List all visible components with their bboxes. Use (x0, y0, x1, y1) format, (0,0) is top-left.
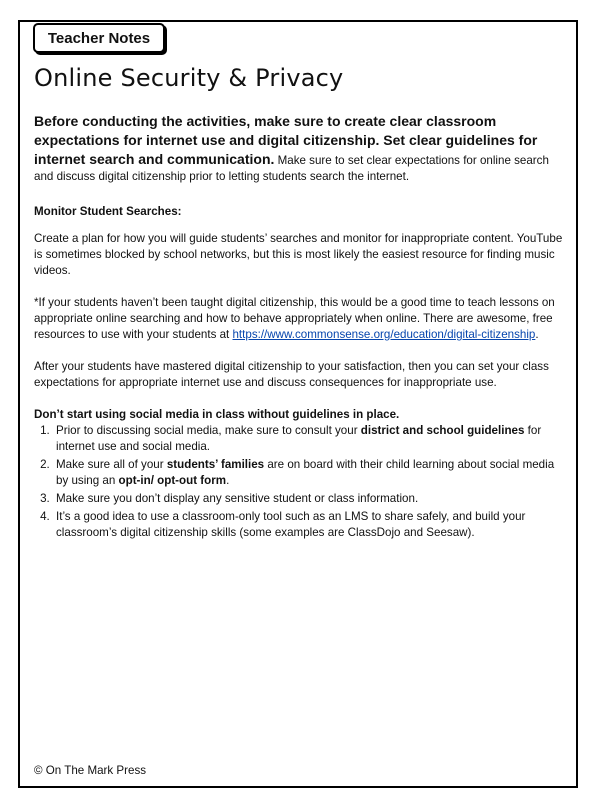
social-heading: Don’t start using social media in class without guidelines in place. (34, 408, 400, 421)
item-emphasis: students’ families (166, 458, 265, 471)
item-emphasis: district and school guidelines (360, 424, 525, 437)
copyright-footer: © On The Mark Press (34, 764, 147, 777)
item-text: are on board with their child learning about social media by using an (56, 458, 555, 487)
notes-content (34, 112, 568, 543)
list-item (53, 509, 568, 541)
intro-lead: Before conducting the activities, make sure to create clear classroom expectations for internet use and digital citizenship. Set clear guidelines for internet search and communication. (34, 113, 538, 167)
item-text: Make sure all of your (56, 458, 167, 471)
item-emphasis: opt-in/ opt-out form (118, 474, 227, 487)
item-text: for internet use and social media. (56, 424, 542, 453)
list-item (53, 457, 568, 489)
item-text: Prior to discussing social media, make sure to consult your (56, 424, 361, 437)
page-title: Online Security & Privacy (34, 64, 344, 92)
monitor-paragraph-1: Create a plan for how you will guide students’ searches and monitor for inappropriate content. YouTube is sometimes blocked by school networks, but this is most likely the easiest resource for finding music videos. (34, 232, 563, 277)
monitor-heading: Monitor Student Searches: (34, 205, 182, 218)
monitor-paragraph-2-text: *If your students haven’t been taught digital citizenship, this would be a good time to teach lessons on appropriate online searching and how to behave appropriately when online. There are awesome, free resources to use with your students at (34, 296, 555, 341)
tag-label: Teacher Notes (47, 29, 151, 47)
item-text: . (226, 474, 230, 487)
teacher-notes-tag (33, 23, 165, 53)
list-item (53, 491, 568, 507)
item-text: It’s a good idea to use a classroom-only tool such as an LMS to share safely, and build your classroom’s digital citizenship skills (some examples are ClassDojo and Seesaw). (56, 510, 526, 539)
commonsense-link[interactable]: https://www.commonsense.org/education/digital-citizenship (232, 328, 536, 341)
intro-rest: Make sure to set clear expectations for online search and discuss digital citizenship prior to letting students search the internet. (34, 154, 549, 183)
monitor-paragraph-2 (34, 295, 568, 343)
monitor-paragraph-3: After your students have mastered digital citizenship to your satisfaction, then you can set your class expectations for appropriate internet use and discuss consequences for inappropriate use. (34, 360, 549, 389)
guidelines-list (34, 423, 568, 541)
list-item (53, 423, 568, 455)
item-text: Make sure you don’t display any sensitive student or class information. (56, 492, 419, 505)
monitor-paragraph-2-end: . (535, 328, 539, 341)
intro-paragraph (34, 112, 568, 185)
